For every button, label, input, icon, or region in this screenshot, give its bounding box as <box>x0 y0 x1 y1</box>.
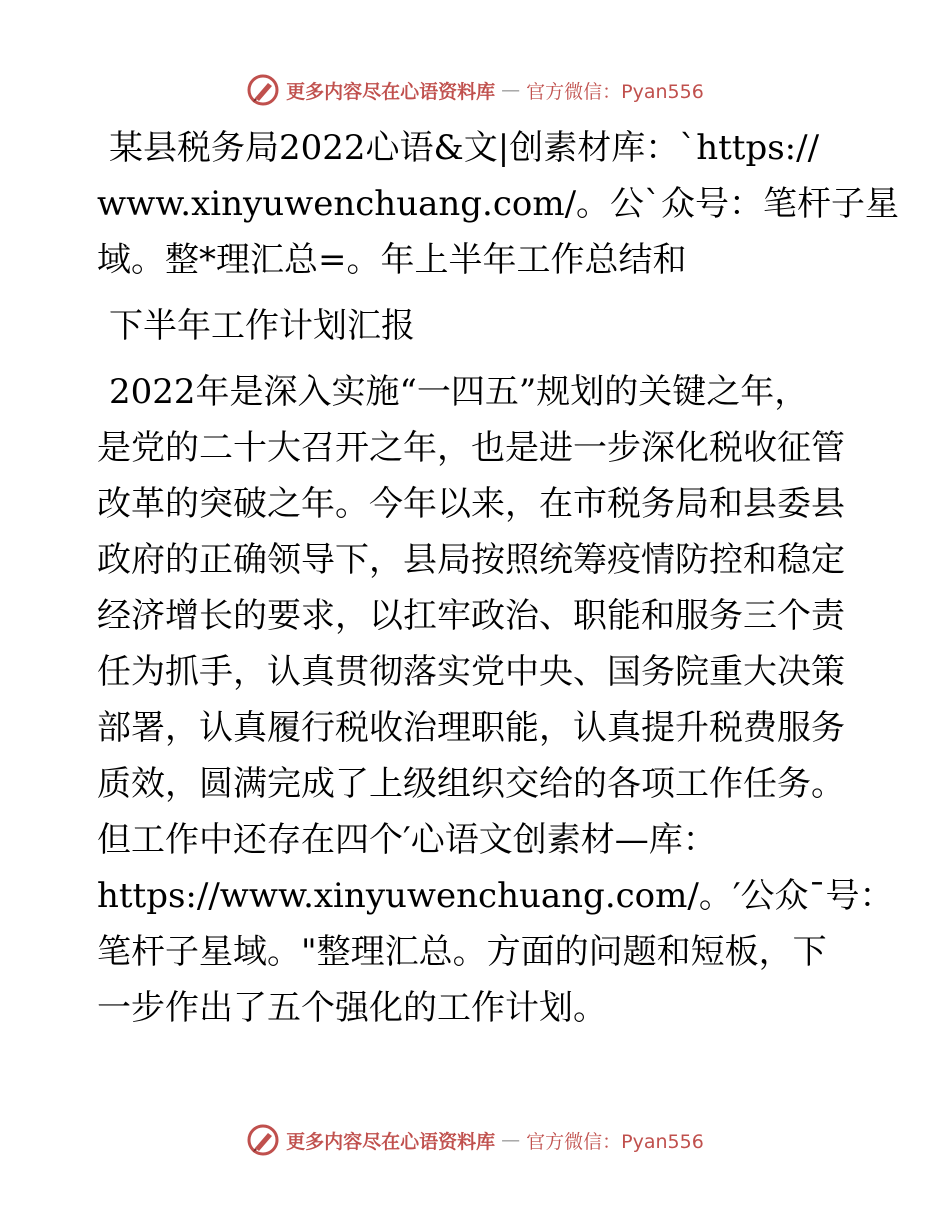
body-line: 但工作中还存在四个′心语文创素材—库： <box>97 820 717 860</box>
body-line: 笔杆子星域。"整理汇总。方面的问题和短板，下 <box>97 932 827 972</box>
pen-logo-icon <box>246 1123 280 1157</box>
body-line: https://www.xinyuwenchuang.com/。′公众¯号： <box>97 876 894 916</box>
pen-logo-icon <box>246 73 280 107</box>
banner-contact: 官方微信：Pyan556 <box>526 80 704 103</box>
body-line: 政府的正确领导下，县局按照统筹疫情防控和稳定 <box>97 540 845 580</box>
footer-banner <box>0 1120 950 1160</box>
body-line: 任为抓手，认真贯彻落实党中央、国务院重大决策 <box>97 652 845 692</box>
body-line: 2022年是深入实施“一四五”规划的关键之年， <box>109 372 809 412</box>
banner-text: 更多内容尽在心语资料库 <box>286 1130 496 1153</box>
title-line: 某县税务局2022心语&文|创素材库：`https:// <box>109 128 820 168</box>
body-line: 改革的突破之年。今年以来，在市税务局和县委县 <box>97 484 845 524</box>
body-line: 是党的二十大召开之年，也是进一步深化税收征管 <box>97 428 845 468</box>
body-line: 经济增长的要求，以扛牢政治、职能和服务三个责 <box>97 596 845 636</box>
document-body <box>97 120 900 1036</box>
banner-text: 更多内容尽在心语资料库 <box>286 80 496 103</box>
banner-contact: 官方微信：Pyan556 <box>526 1130 704 1153</box>
title-line: www.xinyuwenchuang.com/。公`众号：笔杆子星 <box>97 184 900 224</box>
header-banner <box>0 70 950 110</box>
title-line: 域。整*理汇总=。年上半年工作总结和 <box>97 240 687 280</box>
body-line: 部署，认真履行税收治理职能，认真提升税费服务 <box>97 708 845 748</box>
body-line: 一步作出了五个强化的工作计划。 <box>97 988 607 1028</box>
banner-dash: — <box>501 79 521 101</box>
title-line: 下半年工作计划汇报 <box>109 306 415 346</box>
banner-dash: — <box>501 1129 521 1151</box>
body-line: 质效，圆满完成了上级组织交给的各项工作任务。 <box>97 764 845 804</box>
